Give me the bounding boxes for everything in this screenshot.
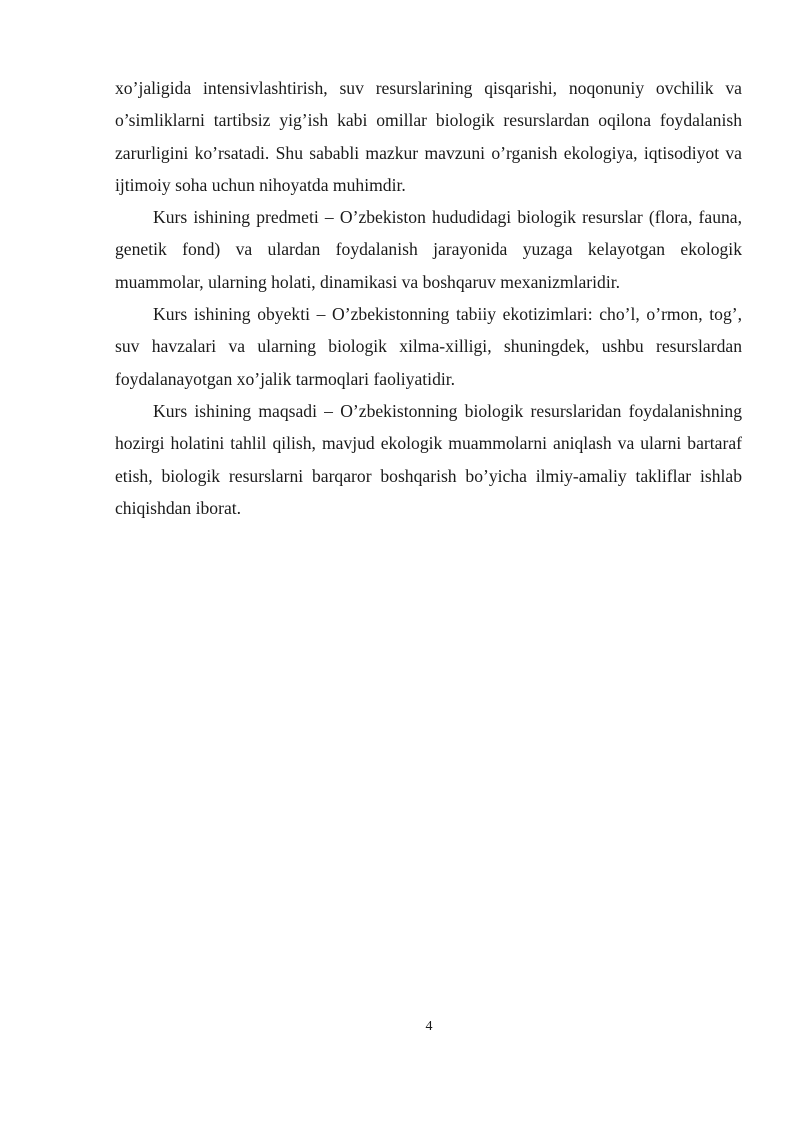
paragraph-goal: Kurs ishining maqsadi – O’zbekistonning biologik resurslaridan foydalanishning hozirgi holatini tahlil qilish, mavjud ekologik muammolarni aniqlash va ularni bartaraf etish, biologik resurslarni barqaror boshqarish bo’yicha ilmiy-amaliy takliflar ishlab chiqishdan iborat.	[115, 400, 742, 518]
paragraph-continuation: xo’jaligida intensivlashtirish, suv resurslarining qisqarishi, noqonuniy ovchilik va o’simliklarni tartibsiz yig’ish kabi omillar biologik resurslardan oqilona foydalanish zarurligini ko’rsatadi. Shu sababli mazkur mavzuni o’rganish ekologiya, iqtisodiyot va ijtimoiy soha uchun nihoyatda muhimdir.	[115, 78, 742, 195]
page-body	[115, 72, 742, 524]
paragraph-subject: Kurs ishining predmeti – O’zbekiston hududidagi biologik resurslar (flora, fauna, genetik fond) va ulardan foydalanish jarayonida yuzaga kelayotgan ekologik muammolar, ularning holati, dinamikasi va boshqaruv mexanizmlaridir.	[115, 207, 742, 292]
page-number: 4	[425, 1019, 433, 1034]
paragraph-object: Kurs ishining obyekti – O’zbekistonning tabiiy ekotizimlari: cho’l, o’rmon, tog’, suv havzalari va ularning biologik xilma-xilligi, shuningdek, ushbu resurslardan foydalanayotgan xo’jalik tarmoqlari faoliyatidir.	[115, 304, 742, 389]
